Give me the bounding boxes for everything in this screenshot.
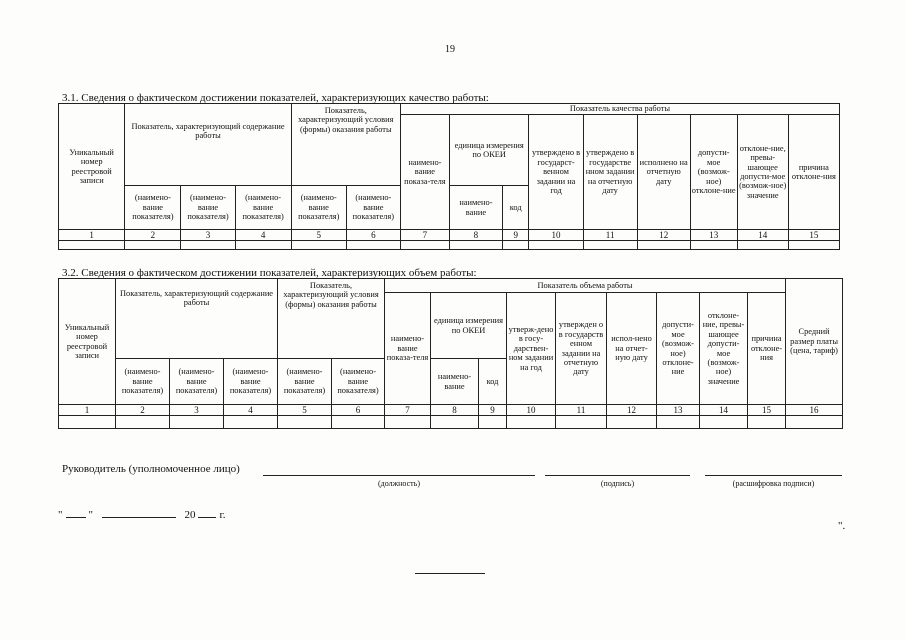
- column-number: 7: [385, 405, 431, 416]
- section-1-title: 3.1. Сведения о фактическом достижении показателей, характеризующих качество работы:: [62, 92, 489, 104]
- column-number: 8: [449, 230, 502, 241]
- closing-mark: ".: [838, 520, 846, 532]
- sub-indicator-label: (наимено-вание показателя): [332, 359, 385, 405]
- column-number: 14: [700, 405, 748, 416]
- approved-task-header: утверждено в государст-венном задании на год: [529, 115, 583, 230]
- year-blank: [198, 507, 216, 518]
- position-caption: (должность): [378, 479, 420, 488]
- column-number: 3: [170, 405, 224, 416]
- decode-line: [705, 475, 842, 476]
- sub-indicator-label: (наимено-вание показателя): [116, 359, 170, 405]
- table-row: [59, 241, 840, 250]
- okei-header: единица измерения по ОКЕИ: [431, 293, 507, 359]
- column-number: 3: [181, 230, 235, 241]
- column-number: 10: [529, 230, 583, 241]
- approved-report-header: утверждено в государстве нном задании на отчетную дату: [583, 115, 637, 230]
- content-indicator-header: Показатель, характеризующий содержание работы: [116, 279, 278, 359]
- column-number: 6: [332, 405, 385, 416]
- day-blank: [66, 507, 86, 518]
- column-number: 4: [235, 230, 291, 241]
- column-number: 15: [748, 405, 786, 416]
- content-indicator-header: Показатель, характеризующий содержание работы: [125, 104, 291, 186]
- table-row: [59, 416, 843, 429]
- executed-header: испол-нено на отчет-ную дату: [607, 293, 657, 405]
- quality-indicator-group: Показатель качества работы: [400, 104, 839, 115]
- sub-indicator-label: (наимено-вание показателя): [125, 186, 181, 230]
- allowed-deviation-header: допусти-мое (возмож-ное) отклоне-ние: [690, 115, 737, 230]
- column-number: 12: [637, 230, 690, 241]
- signature-line: [545, 475, 690, 476]
- okei-code-header: код: [479, 359, 507, 405]
- column-number: 2: [116, 405, 170, 416]
- month-blank: [102, 507, 176, 518]
- volume-table: [58, 278, 843, 429]
- sub-indicator-label: (наимено-вание показателя): [181, 186, 235, 230]
- page-number: 19: [445, 44, 455, 55]
- sub-indicator-label: (наимено-вание показателя): [278, 359, 332, 405]
- footer-separator: [415, 573, 485, 574]
- column-number: 6: [346, 230, 400, 241]
- column-number: 9: [502, 230, 529, 241]
- approved-task-header: утверж-дено в госу-дарствен-ном задании на год: [507, 293, 556, 405]
- column-number: 14: [737, 230, 788, 241]
- column-number: 13: [657, 405, 700, 416]
- okei-name-header: наимено-вание: [431, 359, 479, 405]
- year-prefix: 20: [184, 509, 196, 521]
- year-suffix: г.: [219, 509, 226, 521]
- column-number: 7: [400, 230, 449, 241]
- column-number: 1: [59, 230, 125, 241]
- column-number: 16: [786, 405, 843, 416]
- sub-indicator-label: (наимено-вание показателя): [346, 186, 400, 230]
- quality-table: [58, 103, 840, 250]
- column-number: 10: [507, 405, 556, 416]
- column-number: 11: [583, 230, 637, 241]
- conditions-indicator-header: Показатель, характеризующий условия (формы) оказания работы: [291, 104, 400, 186]
- sub-indicator-label: (наимено-вание показателя): [235, 186, 291, 230]
- column-number: 13: [690, 230, 737, 241]
- executed-header: исполнено на отчетную дату: [637, 115, 690, 230]
- unique-number-header: Уникальный номер реестровой записи: [59, 279, 116, 405]
- column-number: 11: [556, 405, 607, 416]
- decode-caption: (расшифровка подписи): [732, 479, 815, 488]
- position-line: [263, 475, 535, 476]
- sub-indicator-label: (наимено-вание показателя): [170, 359, 224, 405]
- okei-code-header: код: [502, 186, 529, 230]
- column-number: 12: [607, 405, 657, 416]
- close-quote: ": [88, 509, 93, 521]
- sub-indicator-label: (наимено-вание показателя): [291, 186, 346, 230]
- section-2-title: 3.2. Сведения о фактическом достижении показателей, характеризующих объем работы:: [62, 267, 477, 279]
- signature-caption: (подпись): [600, 479, 635, 488]
- column-number: 2: [125, 230, 181, 241]
- excess-deviation-header: отклоне-ние, превы-шающее допусти-мое (возмож-ное) значение: [737, 115, 788, 230]
- column-number: 9: [479, 405, 507, 416]
- column-number: 5: [278, 405, 332, 416]
- column-number: 1: [59, 405, 116, 416]
- avg-fee-header: Средний размер платы (цена, тариф): [786, 279, 843, 405]
- unique-number-header: Уникальный номер реестровой записи: [59, 104, 125, 230]
- okei-name-header: наимено-вание: [449, 186, 502, 230]
- indicator-name-header: наимено-вание показа-теля: [385, 293, 431, 405]
- excess-deviation-header: отклоне-ние, превы-шающее допусти-мое (возмож-ное) значение: [700, 293, 748, 405]
- column-number: 8: [431, 405, 479, 416]
- column-number: 5: [291, 230, 346, 241]
- signature-label: Руководитель (уполномоченное лицо): [62, 463, 240, 475]
- volume-indicator-group: Показатель объема работы: [385, 279, 786, 293]
- date-line: [58, 507, 226, 521]
- indicator-name-header: наимено-вание показа-теля: [400, 115, 449, 230]
- allowed-deviation-header: допусти-мое (возмож-ное) отклоне-ние: [657, 293, 700, 405]
- sub-indicator-label: (наимено-вание показателя): [224, 359, 278, 405]
- approved-report-header: утвержден о в государств енном задании на отчетную дату: [556, 293, 607, 405]
- reason-header: причина отклоне-ния: [788, 115, 839, 230]
- okei-header: единица измерения по ОКЕИ: [449, 115, 529, 186]
- open-quote: ": [58, 509, 63, 521]
- reason-header: причина отклоне-ния: [748, 293, 786, 405]
- conditions-indicator-header: Показатель, характеризующий условия (формы) оказания работы: [278, 279, 385, 359]
- column-number: 4: [224, 405, 278, 416]
- column-number: 15: [788, 230, 839, 241]
